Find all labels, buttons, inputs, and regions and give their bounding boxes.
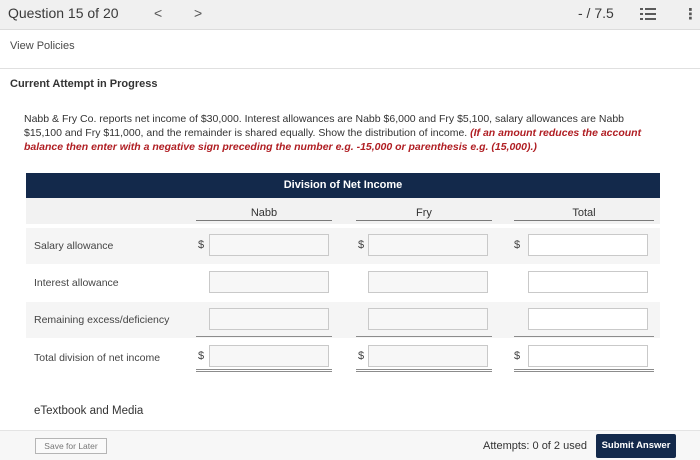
score-display: - / 7.5	[578, 5, 614, 21]
subtotal-line	[196, 336, 332, 337]
column-header-total: Total	[572, 207, 596, 219]
row-label-total-division: Total division of net income	[34, 352, 161, 364]
problem-hint: (If an amount reduces the account balance then enter with a negative sign preceding the number e.g. -15,000 or parenthesis e.g. (15,000).)	[24, 127, 642, 153]
problem-statement	[24, 112, 664, 154]
column-underline	[356, 220, 492, 221]
interest-allowance-total-input[interactable]	[528, 271, 648, 293]
column-header-nabb: Nabb	[250, 207, 278, 219]
currency-symbol: $	[198, 350, 205, 362]
salary-allowance-total-input[interactable]	[528, 234, 648, 256]
interest-allowance-fry-input[interactable]	[368, 271, 488, 293]
question-counter: Question 15 of 20	[8, 5, 119, 21]
remaining-excess-nabb-input[interactable]	[209, 308, 329, 330]
save-for-later-button[interactable]: Save for Later	[35, 438, 107, 454]
attempts-counter: Attempts: 0 of 2 used	[483, 440, 587, 452]
currency-symbol: $	[514, 350, 521, 362]
previous-question-icon[interactable]: <	[154, 5, 163, 21]
currency-symbol: $	[198, 239, 205, 251]
column-header-fry: Fry	[416, 207, 432, 219]
salary-allowance-fry-input[interactable]	[368, 234, 488, 256]
total-division-total-input[interactable]	[528, 345, 648, 367]
total-division-fry-input[interactable]	[368, 345, 488, 367]
subtotal-line	[514, 336, 654, 337]
submit-answer-button[interactable]: Submit Answer	[596, 434, 676, 458]
view-policies-link[interactable]: View Policies	[10, 40, 75, 52]
etextbook-media-link[interactable]: eTextbook and Media	[34, 405, 144, 417]
attempt-title: Current Attempt in Progress	[10, 78, 158, 90]
column-underline	[196, 220, 332, 221]
row-label-interest-allowance: Interest allowance	[34, 277, 119, 289]
row-label-salary-allowance: Salary allowance	[34, 240, 114, 252]
more-vertical-icon[interactable]: ⋮	[683, 6, 698, 23]
table-title: Division of Net Income	[26, 173, 660, 198]
currency-symbol: $	[358, 350, 365, 362]
total-double-underline	[196, 369, 332, 372]
currency-symbol: $	[358, 239, 365, 251]
salary-allowance-nabb-input[interactable]	[209, 234, 329, 256]
remaining-excess-total-input[interactable]	[528, 308, 648, 330]
currency-symbol: $	[514, 239, 521, 251]
total-double-underline	[514, 369, 654, 372]
list-icon[interactable]	[640, 6, 656, 22]
column-underline	[514, 220, 654, 221]
interest-allowance-nabb-input[interactable]	[209, 271, 329, 293]
remaining-excess-fry-input[interactable]	[368, 308, 488, 330]
subtotal-line	[356, 336, 492, 337]
total-double-underline	[356, 369, 492, 372]
total-division-nabb-input[interactable]	[209, 345, 329, 367]
problem-text: Nabb & Fry Co. reports net income of $30,000. Interest allowances are Nabb $6,000 and Fry $5,100, salary allowances are Nabb $15,100 and Fry $11,000, and the remainder is shared equally. Show the distribution of income.	[24, 113, 625, 139]
next-question-icon[interactable]: >	[194, 5, 203, 21]
row-label-remaining-excess: Remaining excess/deficiency	[34, 314, 170, 326]
